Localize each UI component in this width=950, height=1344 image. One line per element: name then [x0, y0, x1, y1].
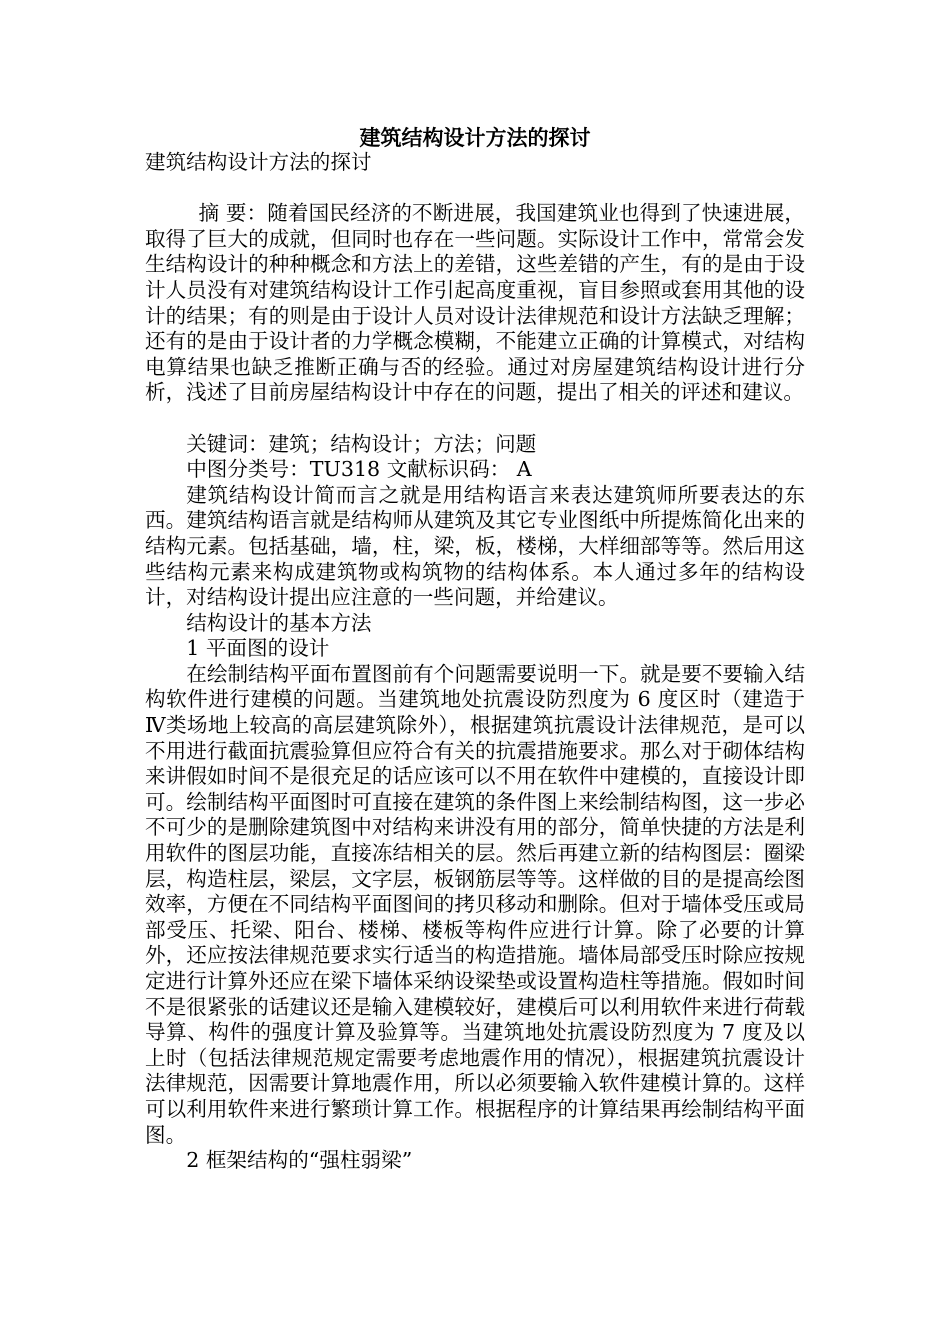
abstract-paragraph: 摘 要：随着国民经济的不断进展，我国建筑业也得到了快速进展，取得了巨大的成就，但同时也存在一些问题。实际设计工作中，常常会发生结构设计的种种概念和方法上的差错，这些差错的产生，有的是由于设计人员没有对建筑结构设计工作引起高度重视，盲目参照或套用其他的设计的结果；有的则是由于设计人员对设计法律规范和设计方法缺乏理解；还有的是由于设计者的力学概念模糊，不能建立正确的计算模式，对结构电算结果也缺乏推断正确与否的经验。通过对房屋建筑结构设计进行分析，浅述了目前房屋结构设计中存在的问题，提出了相关的评述和建议。 [145, 201, 805, 405]
subsection-heading-1: 1 平面图的设计 [186, 636, 330, 661]
document-body [145, 150, 805, 1174]
subsection-heading-2: 2 框架结构的“强柱弱梁” [186, 1148, 413, 1173]
classification-line: 中图分类号：TU318 文献标识码： A [186, 457, 532, 482]
section-heading: 结构设计的基本方法 [186, 610, 372, 635]
intro-paragraph: 建筑结构设计简而言之就是用结构语言来表达建筑师所要表达的东西。建筑结构语言就是结构师从建筑及其它专业图纸中所提炼简化出来的结构元素。包括基础，墙，柱，梁，板，楼梯，大样细部等等。然后用这些结构元素来构成建筑物或构筑物的结构体系。本人通过多年的结构设计，对结构设计提出应注意的一些问题，并给建议。 [145, 482, 805, 610]
document-subtitle: 建筑结构设计方法的探讨 [145, 150, 372, 174]
blank-line [145, 176, 805, 202]
keywords-line: 关键词：建筑；结构设计；方法；问题 [186, 431, 537, 456]
document-title: 建筑结构设计方法的探讨 [359, 125, 591, 150]
blank-line [145, 406, 805, 432]
body-paragraph-1: 在绘制结构平面布置图前有个问题需要说明一下。就是要不要输入结构软件进行建模的问题。当建筑地处抗震设防烈度为 6 度区时（建造于Ⅳ类场地上较高的高层建筑除外），根据建筑抗震设计法律规范，是可以不用进行截面抗震验算但应符合有关的抗震措施要求。那么对于砌体结构来讲假如时间不是很充足的话应该可以不用在软件中建模的，直接设计即可。绘制结构平面图时可直接在建筑的条件图上来绘制结构图，这一步必不可少的是删除建筑图中对结构来讲没有用的部分，简单快捷的方法是利用软件的图层功能，直接冻结相关的层。然后再建立新的结构图层：圈梁层，构造柱层，梁层，文字层，板钢筋层等等。这样做的目的是提高绘图效率，方便在不同结构平面图间的拷贝移动和删除。但对于墙体受压或局部受压、托梁、阳台、楼梯、楼板等构件应进行计算。除了必要的计算外，还应按法律规范要求实行适当的构造措施。墙体局部受压时除应按规定进行计算外还应在梁下墙体采纳设梁垫或设置构造柱等措施。假如时间不是很紧张的话建议还是输入建模较好，建模后可以利用软件来进行荷载导算、构件的强度计算及验算等。当建筑地处抗震设防烈度为 7 度及以上时（包括法律规范规定需要考虑地震作用的情况），根据建筑抗震设计法律规范，因需要计算地震作用，所以必须要输入软件建模计算的。这样可以利用软件来进行繁琐计算工作。根据程序的计算结果再绘制结构平面图。 [145, 661, 805, 1147]
